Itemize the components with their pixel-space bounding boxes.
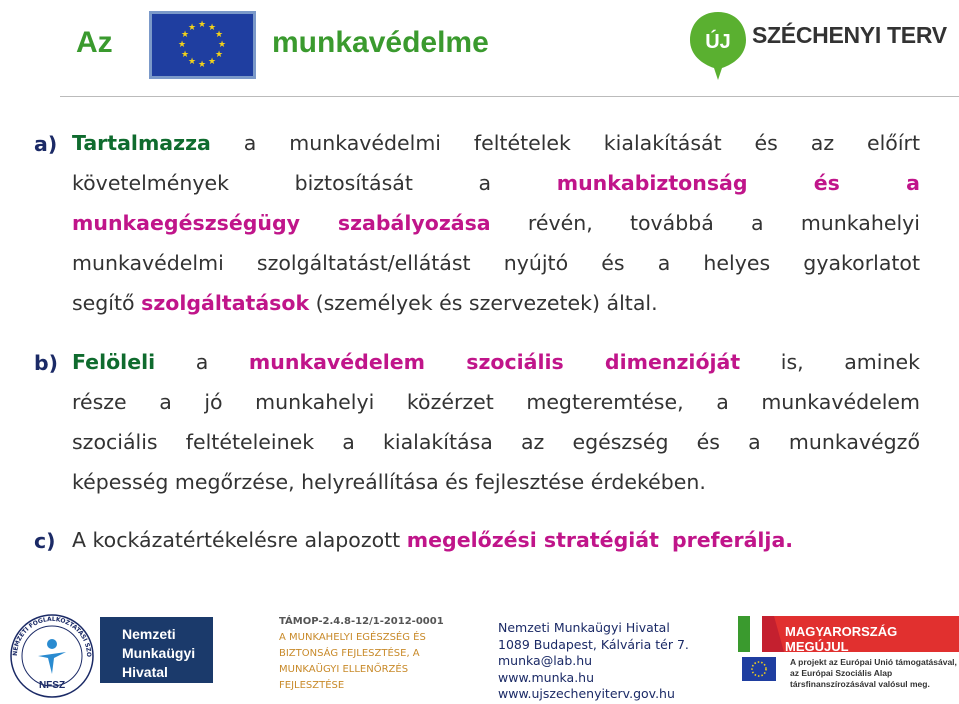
eu-note-line: társfinanszírozásával valósul meg.: [790, 679, 930, 689]
highlight-szocialis-dimenzio: munkavédelem szociális dimenzióját: [248, 350, 741, 374]
highlight-munkaegeszsegugy: munkaegészségügy szabályozása: [72, 211, 491, 235]
svg-text:★: ★: [187, 23, 197, 33]
highlight-preferalja: preferálja.: [671, 528, 794, 552]
nfsz-logo: [8, 612, 96, 700]
svg-text:★: ★: [187, 57, 197, 67]
marker-b: b): [34, 351, 59, 375]
lead-feloleli: Felöleli: [72, 350, 156, 374]
project-line: A MUNKAHELYI EGÉSZSÉG ÉS: [279, 632, 426, 643]
project-code: TÁMOP-2.4.8-12/1-2012-0001: [279, 616, 444, 627]
text-span: is, aminek: [780, 350, 920, 374]
paragraph-a-line-3: [72, 203, 920, 243]
paragraph-a-line-5: [72, 283, 920, 323]
text-span: A kockázatértékelésre alapozott: [72, 528, 401, 552]
title-word-az: Az: [76, 26, 113, 59]
highlight-munkabiztonsag: munkabiztonság és a: [556, 171, 920, 195]
nmh-line: Munkaügyi: [122, 645, 196, 661]
project-info: [279, 614, 444, 694]
marker-a: a): [34, 132, 58, 156]
text-span: a munkavédelmi feltételek kialakítását és az előírt: [243, 131, 920, 155]
svg-text:★: ★: [180, 30, 190, 40]
paragraph-b: [72, 342, 920, 502]
svg-text:★: ★: [214, 30, 224, 40]
svg-text:★: ★: [197, 20, 207, 30]
paragraph-c: [72, 520, 920, 560]
text-span: révén, továbbá a munkahelyi: [527, 211, 920, 235]
svg-text:NEMZETI FOGLALKOZTATÁSI SZOLGÁ: [8, 612, 92, 657]
contact-web-link-2[interactable]: www.ujszechenyiterv.gov.hu: [498, 686, 675, 701]
text-span: a: [195, 350, 209, 374]
svg-text:★: ★: [207, 23, 217, 33]
project-line: BIZTONSÁG FEJLESZTÉSE, A: [279, 648, 420, 659]
paragraph-a-line-1: [72, 123, 920, 163]
svg-text:★: ★: [180, 50, 190, 60]
eu-flag-icon: [149, 11, 256, 79]
svg-text:★: ★: [207, 57, 217, 67]
eu-funding-note: [790, 657, 957, 690]
project-line: FEJLESZTÉSE: [279, 680, 345, 691]
svg-text:★: ★: [214, 50, 224, 60]
contact-org: Nemzeti Munkaügyi Hivatal: [498, 620, 670, 635]
contact-email-link[interactable]: munka@lab.hu: [498, 653, 593, 668]
banner-text: MAGYARORSZÁG MEGÚJUL: [785, 624, 898, 654]
paragraph-b-line-2: része a jó munkahelyi közérzet megteremtése, a munkavédelem: [72, 390, 920, 414]
nmh-logo-text: [122, 625, 195, 682]
szechenyi-terv-label: SZÉCHENYI TERV: [752, 22, 947, 48]
paragraph-a-line-4: munkavédelmi szolgáltatást/ellátást nyújtó és a helyes gyakorlatot: [72, 251, 920, 275]
highlight-megelozesi-strategia: megelőzési stratégiát: [406, 528, 659, 552]
eu-note-line: A projekt az Európai Unió támogatásával,: [790, 657, 957, 667]
nmh-line: Nemzeti: [122, 626, 176, 642]
logo-badge-text: ÚJ: [705, 31, 731, 53]
nfsz-label: NFSZ: [38, 680, 66, 691]
eu-flag-small-icon: [742, 657, 776, 681]
svg-text:★: ★: [217, 40, 227, 50]
text-span: segítő: [72, 291, 135, 315]
nfsz-ring-text: NEMZETI FOGLALKOZTATÁSI SZO: [11, 615, 93, 658]
text-span: (személyek és szervezetek) által.: [315, 291, 658, 315]
paragraph-b-line-1: [72, 342, 920, 382]
paragraph-b-line-4: képesség megőrzése, helyreállítása és fejlesztése érdekében.: [72, 470, 706, 494]
paragraph-a-line-2: [72, 163, 920, 203]
paragraph-c-line-1: [72, 520, 920, 560]
lead-tartalmazza: Tartalmazza: [72, 131, 211, 155]
header-divider: [60, 96, 959, 97]
highlight-szolgaltatasok: szolgáltatások: [141, 291, 310, 315]
paragraph-b-line-3: szociális feltételeinek a kialakítása az egészség és a munkavégző: [72, 430, 920, 454]
contact-address: 1089 Budapest, Kálvária tér 7.: [498, 636, 689, 652]
nmh-line: Hivatal: [122, 664, 168, 680]
svg-text:★: ★: [197, 60, 207, 70]
svg-text:★: ★: [177, 40, 187, 50]
paragraph-a: [72, 123, 920, 323]
contact-web-link[interactable]: www.munka.hu: [498, 669, 595, 685]
text-span: követelmények biztosítását a: [72, 171, 492, 195]
page-title: munkavédelme: [272, 26, 489, 59]
project-line: MUNKAÜGYI ELLENŐRZÉS: [279, 664, 409, 675]
eu-note-line: az Európai Szociális Alap: [790, 668, 893, 678]
contact-block: [498, 620, 689, 703]
marker-c: c): [34, 529, 56, 553]
